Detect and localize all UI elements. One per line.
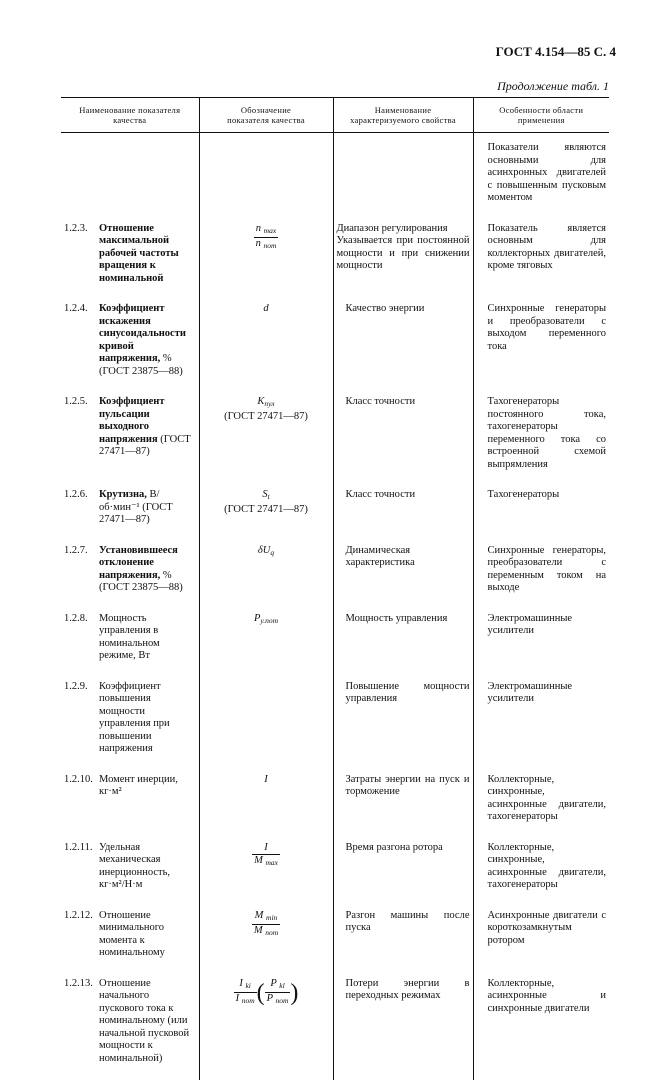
table-row bbox=[61, 678, 609, 771]
indicator-name: Коэффициент повышения мощности управления при повышении напряжения bbox=[99, 681, 196, 756]
characterized-property: Диапазон регулирования Указывается при постоянной мощности и при снижении мощности bbox=[333, 220, 473, 301]
application-feature: Асинхронные двигатели с короткозамкнутым ротором bbox=[473, 907, 609, 975]
indicator-symbol: $\frac{I _{ki}}{I _{nom}}$ ( $\frac{P _{kl}}{P _{nom}}$ ) bbox=[199, 975, 333, 1080]
table-row bbox=[61, 300, 609, 393]
indicator-name-extra: (ГОСТ 27471—87) bbox=[99, 434, 191, 458]
row-number: 1.2.8. bbox=[64, 613, 99, 663]
application-feature: Электромашинные усилители bbox=[473, 678, 609, 771]
application-feature: Показатели являются основными для асинхронных двигателей с повышенным пусковым моментом bbox=[473, 133, 609, 220]
indicator-name: Коэффициент искажения синусоидальности кривой напряжения, bbox=[99, 303, 186, 364]
row-number: 1.2.9. bbox=[64, 681, 99, 756]
characterized-property: Мощность управления bbox=[333, 610, 473, 678]
indicator-name: Удельная механическая инерционность, кг·м²/Н·м bbox=[99, 842, 196, 892]
application-feature: Показатель является основным для коллекторных двигателей, кроме тяговых bbox=[473, 220, 609, 301]
application-feature: Синхронные генераторы и преобразователи с выходом переменного тока bbox=[473, 300, 609, 393]
row-number: 1.2.6. bbox=[64, 489, 99, 527]
header-indicator-name: Наименование показателя качества bbox=[61, 98, 199, 133]
indicator-symbol: I bbox=[199, 771, 333, 839]
characterized-property: Класс точности bbox=[333, 393, 473, 486]
indicator-name: Момент инерции, кг·м² bbox=[99, 774, 196, 799]
row-number: 1.2.7. bbox=[64, 545, 99, 595]
row-number: 1.2.4. bbox=[64, 303, 99, 378]
symbol-fraction: $\frac{M _{min}}{M _{nom}}$ bbox=[252, 910, 280, 940]
indicator-symbol: $S_t$ (ГОСТ 27471—87) bbox=[199, 486, 333, 542]
page-header: ГОСТ 4.154—85 С. 4 bbox=[496, 44, 616, 60]
symbol-fraction-power: $\frac{P _{kl}}{P _{nom}}$ bbox=[265, 978, 291, 1008]
row-number: 1.2.11. bbox=[64, 842, 99, 892]
table-row bbox=[61, 542, 609, 610]
application-feature: Тахогенераторы постоянного тока, тахогенераторы переменного тока со встроенной схемой выпрямления bbox=[473, 393, 609, 486]
symbol-standard-note: (ГОСТ 27471—87) bbox=[224, 504, 308, 515]
indicator-name-extra: В/об·мин⁻¹ (ГОСТ 27471—87) bbox=[99, 489, 173, 525]
table-row bbox=[61, 220, 609, 301]
indicator-symbol: $\delta U_q$ bbox=[199, 542, 333, 610]
application-feature: Коллекторные, синхронные, асинхронные двигатели, тахогенераторы bbox=[473, 771, 609, 839]
characterized-property: Разгон машины после пуска bbox=[333, 907, 473, 975]
application-feature: Синхронные генераторы, преобразователи с переменным током на выходе bbox=[473, 542, 609, 610]
symbol-standard-note: (ГОСТ 27471—87) bbox=[224, 411, 308, 422]
characterized-property: Повышение мощности управления bbox=[333, 678, 473, 771]
header-property-name: Наименование характеризуемого свойства bbox=[333, 98, 473, 133]
indicator-symbol bbox=[199, 220, 333, 301]
indicator-symbol: d bbox=[199, 300, 333, 393]
application-feature: Коллекторные, асинхронные и синхронные двигатели bbox=[473, 975, 609, 1080]
application-feature: Тахогенераторы bbox=[473, 486, 609, 542]
indicator-name: Крутизна, bbox=[99, 489, 147, 500]
table-row bbox=[61, 839, 609, 907]
indicator-symbol: $K_{пул}$ (ГОСТ 27471—87) bbox=[199, 393, 333, 486]
symbol-fraction-current: $\frac{I _{ki}}{I _{nom}}$ bbox=[234, 978, 257, 1008]
indicator-name: Отношение максимальной рабочей частоты вращения к номинальной bbox=[99, 223, 196, 286]
quality-indicators-table bbox=[61, 97, 609, 1080]
characterized-property: Время разгона ротора bbox=[333, 839, 473, 907]
table-row bbox=[61, 486, 609, 542]
symbol-fraction: $\frac{I}{M _{max}}$ bbox=[252, 842, 280, 870]
indicator-name: Установившееся отклонение напряжения, bbox=[99, 545, 178, 581]
indicator-name-extra: % (ГОСТ 23875—88) bbox=[99, 353, 183, 377]
application-feature: Электромашинные усилители bbox=[473, 610, 609, 678]
characterized-property: Класс точности bbox=[333, 486, 473, 542]
characterized-property: Затраты энергии на пуск и торможение bbox=[333, 771, 473, 839]
header-indicator-symbol: Обозначение показателя качества bbox=[199, 98, 333, 133]
indicator-symbol: $P_{у.nom}$ bbox=[199, 610, 333, 678]
table-row bbox=[61, 133, 609, 220]
table-row bbox=[61, 771, 609, 839]
table-row bbox=[61, 610, 609, 678]
row-number: 1.2.3. bbox=[64, 223, 99, 286]
indicator-name: Мощность управления в номинальном режиме, Вт bbox=[99, 613, 196, 663]
indicator-symbol bbox=[199, 678, 333, 771]
characterized-property: Динамическая характеристика bbox=[333, 542, 473, 610]
indicator-name-extra: % (ГОСТ 23875—88) bbox=[99, 570, 183, 594]
indicator-name: Отношение минимального момента к номинальному bbox=[99, 910, 196, 960]
characterized-property: Потери энергии в переходных режимах bbox=[333, 975, 473, 1080]
indicator-symbol bbox=[199, 839, 333, 907]
symbol-fraction: $\frac{n _{max}}{n _{nom}}$ bbox=[254, 223, 279, 253]
application-feature: Коллекторные, синхронные, асинхронные двигатели, тахогенераторы bbox=[473, 839, 609, 907]
row-number: 1.2.5. bbox=[64, 396, 99, 459]
table-header-row bbox=[61, 98, 609, 133]
table-row bbox=[61, 907, 609, 975]
indicator-symbol bbox=[199, 907, 333, 975]
indicator-name: Отношение начального пускового тока к номинальному (или начальной пусковой мощности к номинальной) bbox=[99, 978, 196, 1066]
table-row bbox=[61, 393, 609, 486]
characterized-property: Качество энергии bbox=[333, 300, 473, 393]
header-application-features: Особенности области применения bbox=[473, 98, 609, 133]
table-continuation-label: Продолжение табл. 1 bbox=[497, 79, 609, 94]
row-number: 1.2.13. bbox=[64, 978, 99, 1066]
indicator-name: Коэффициент пульсации выходного напряжения bbox=[99, 396, 165, 445]
row-number: 1.2.10. bbox=[64, 774, 99, 799]
row-number: 1.2.12. bbox=[64, 910, 99, 960]
table-row bbox=[61, 975, 609, 1080]
